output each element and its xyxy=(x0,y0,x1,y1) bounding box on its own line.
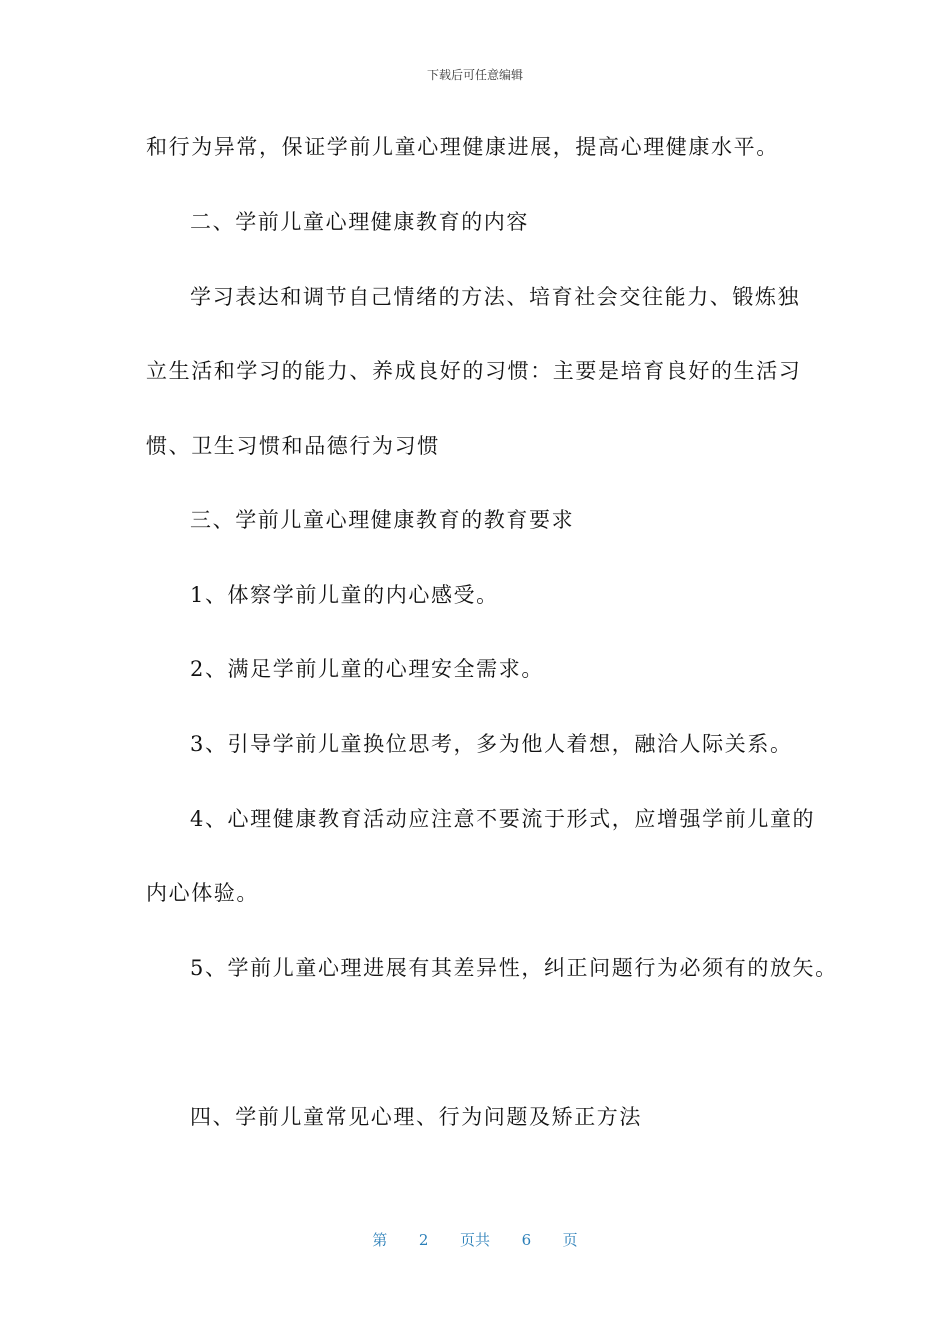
paragraph-line-1: 和行为异常，保证学前儿童心理健康进展，提高心理健康水平。 xyxy=(146,135,779,159)
list-item-5: 5、学前儿童心理进展有其差异性，纠正问题行为必须有的放矢。 xyxy=(190,956,838,980)
footer-page-label: 第 xyxy=(372,1231,388,1249)
list-item-4: 4、心理健康教育活动应注意不要流于形式，应增强学前儿童的 xyxy=(190,807,816,831)
list-item-4-continued: 内心体验。 xyxy=(146,881,259,905)
footer-page-unit: 页共 xyxy=(459,1231,490,1249)
paragraph-line-5: 惯、卫生习惯和品德行为习惯 xyxy=(146,434,440,458)
paragraph-line-3: 学习表达和调节自己情绪的方法、培育社会交往能力、锻炼独 xyxy=(190,285,801,309)
section-heading-4: 四、学前儿童常见心理、行为问题及矫正方法 xyxy=(190,1105,642,1129)
footer-page-number: 2 xyxy=(418,1231,429,1249)
list-item-2: 2、满足学前儿童的心理安全需求。 xyxy=(190,657,544,681)
footer-page-suffix: 页 xyxy=(562,1231,578,1249)
list-item-1: 1、体察学前儿童的内心感受。 xyxy=(190,583,499,607)
header-note: 下载后可任意编辑 xyxy=(426,68,523,82)
footer-total-pages: 6 xyxy=(521,1231,532,1249)
paragraph-line-4: 立生活和学习的能力、养成良好的习惯：主要是培育良好的生活习 xyxy=(146,359,802,383)
section-heading-2: 二、学前儿童心理健康教育的内容 xyxy=(190,210,529,234)
list-item-3: 3、引导学前儿童换位思考，多为他人着想，融洽人际关系。 xyxy=(190,732,793,756)
section-heading-3: 三、学前儿童心理健康教育的教育要求 xyxy=(190,508,575,532)
page-footer xyxy=(0,1229,950,1250)
